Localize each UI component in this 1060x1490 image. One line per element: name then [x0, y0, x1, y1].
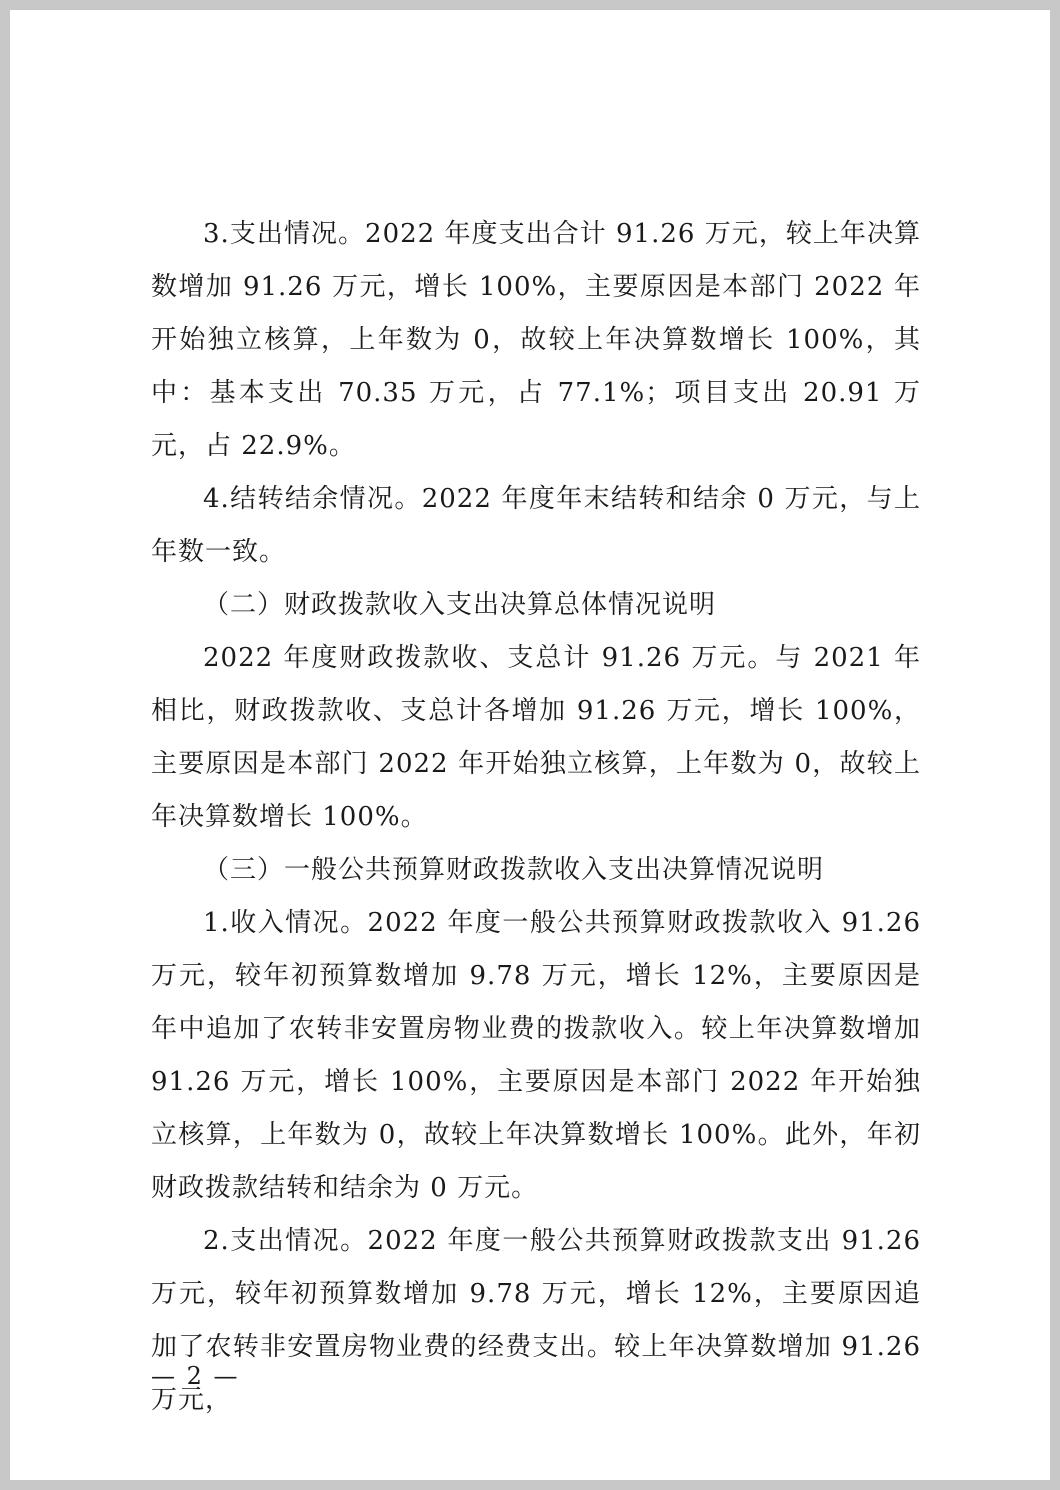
document-body [151, 208, 921, 1427]
document-page [10, 10, 1050, 1480]
paragraph-expenditure: 3.支出情况。2022 年度支出合计 91.26 万元，较上年决算数增加 91.26 万元，增长 100%，主要原因是本部门 2022 年开始独立核算，上年数为 0，故较上年决算数增长 100%，其中：基本支出 70.35 万元，占 77.1%；项目支出 20.91 万元，占 22.9%。 [151, 219, 921, 461]
section-heading-3: （三）一般公共预算财政拨款收入支出决算情况说明 [203, 855, 825, 885]
paragraph-carryover: 4.结转结余情况。2022 年度年末结转和结余 0 万元，与上年数一致。 [151, 484, 921, 567]
paragraph-general-income: 1.收入情况。2022 年度一般公共预算财政拨款收入 91.26 万元，较年初预算数增加 9.78 万元，增长 12%，主要原因是年中追加了农转非安置房物业费的拨款收入。较上年决算数增加 91.26 万元，增长 100%，主要原因是本部门 2022 年开始独立核算，上年数为 0，故较上年决算数增长 100%。此外，年初财政拨款结转和结余为 0 万元。 [151, 908, 921, 1203]
paragraph-general-expenditure: 2.支出情况。2022 年度一般公共预算财政拨款支出 91.26 万元，较年初预算数增加 9.78 万元，增长 12%，主要原因追加了农转非安置房物业费的经费支出。较上年决算数增加 91.26 万元， [151, 1226, 921, 1415]
paragraph-fiscal-total: 2022 年度财政拨款收、支总计 91.26 万元。与 2021 年相比，财政拨款收、支总计各增加 91.26 万元，增长 100%，主要原因是本部门 2022 年开始独立核算，上年数为 0，故较上年决算数增长 100%。 [151, 643, 921, 832]
section-heading-2: （二）财政拨款收入支出决算总体情况说明 [203, 590, 717, 620]
page-number: — 2 — [151, 1362, 240, 1390]
